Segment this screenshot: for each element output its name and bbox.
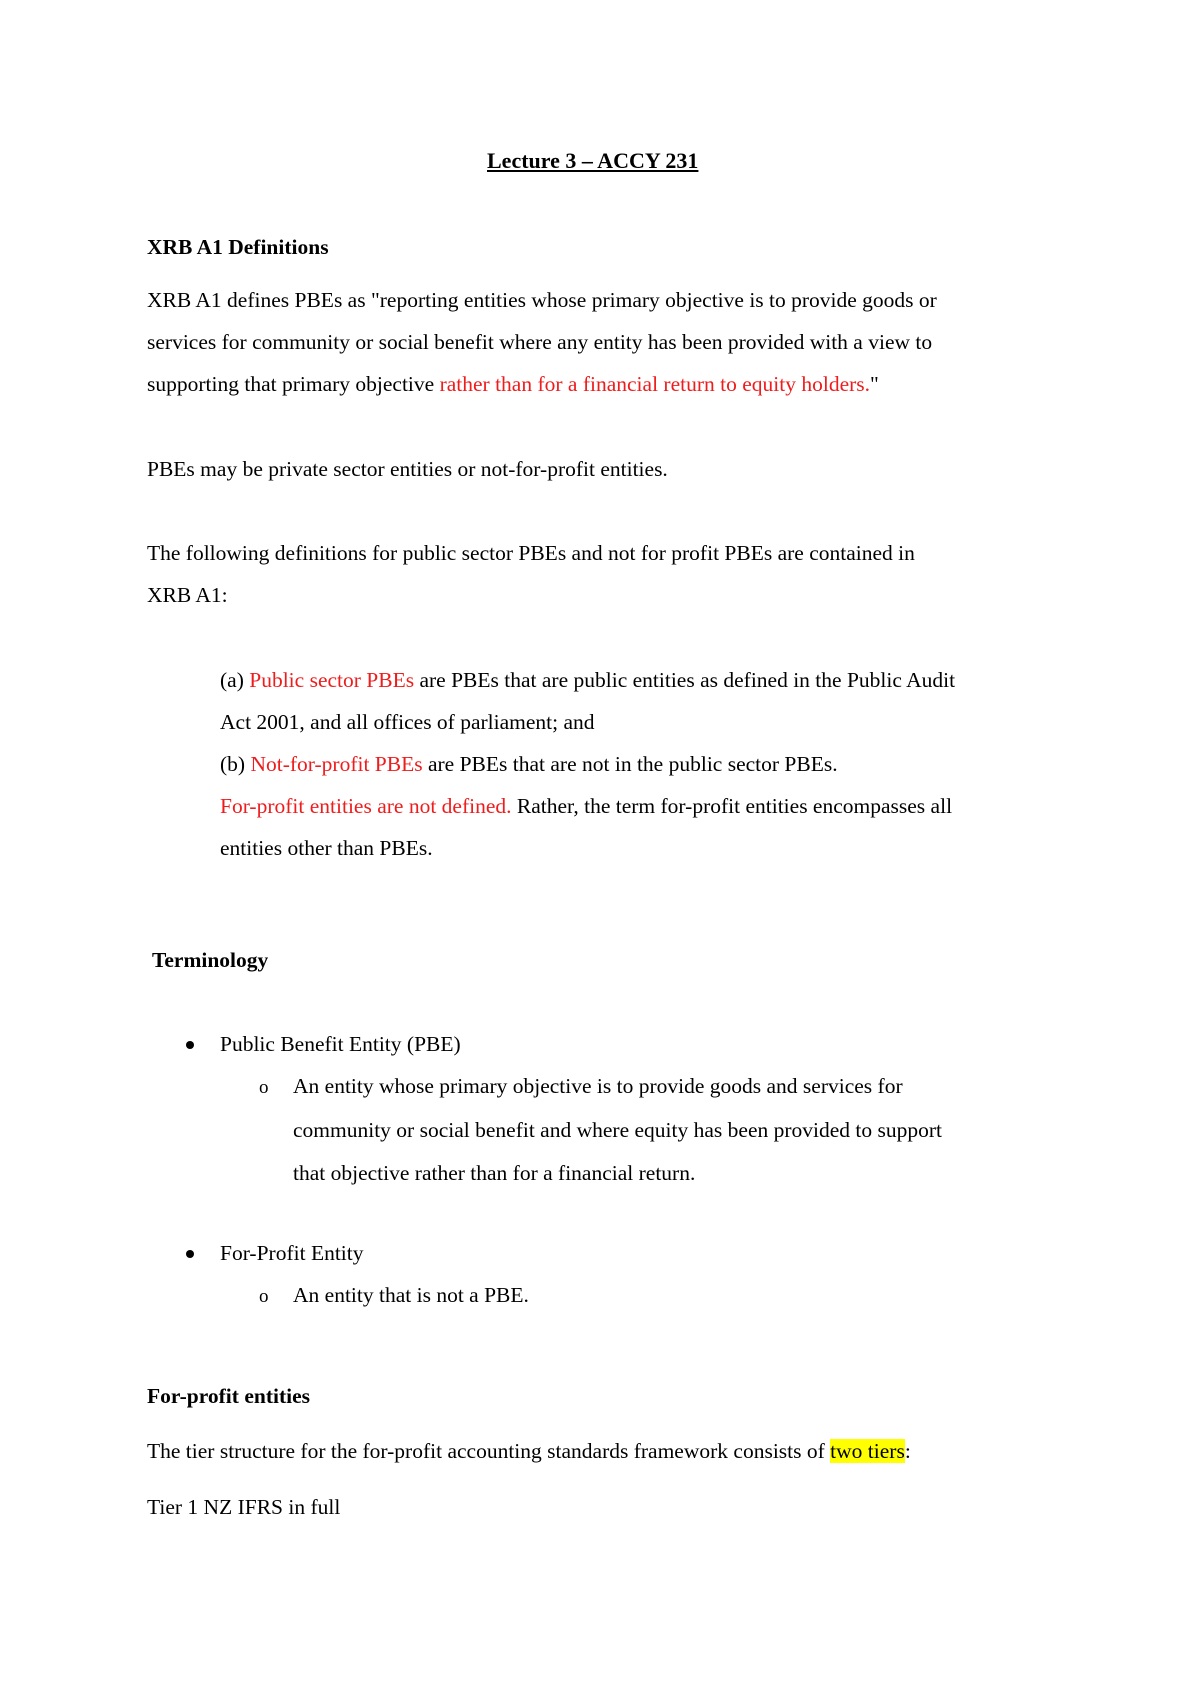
section-heading-xrb-definitions: XRB A1 Definitions: [147, 235, 329, 259]
emphasis-text: Public sector PBEs: [249, 668, 415, 692]
bullet-dot-icon: [186, 1041, 194, 1049]
term-label-for-profit: For-Profit Entity: [220, 1241, 364, 1265]
text-span: The tier structure for the for-profit accounting standards framework consists of: [147, 1439, 831, 1463]
highlighted-text: two tiers: [830, 1439, 905, 1463]
paragraph: PBEs may be private sector entities or not-for-profit entities.: [147, 457, 668, 481]
definition-note-line2: entities other than PBEs.: [220, 836, 433, 860]
paragraph-line: XRB A1 defines PBEs as "reporting entities whose primary objective is to provide goods or: [147, 288, 937, 312]
section-heading-for-profit: For-profit entities: [147, 1384, 310, 1408]
emphasis-text: Not-for-profit PBEs: [250, 752, 423, 776]
term-definition-line: community or social benefit and where equity has been provided to support: [293, 1118, 943, 1142]
paragraph-line: The following definitions for public sector PBEs and not for profit PBEs are contained in: [147, 541, 915, 565]
paragraph: Tier 1 NZ IFRS in full: [147, 1495, 341, 1519]
definition-note: [220, 796, 952, 818]
term-definition-line: An entity whose primary objective is to provide goods and services for: [293, 1074, 903, 1098]
paragraph-line: services for community or social benefit where any entity has been provided with a view to: [147, 330, 933, 354]
text-span: supporting that primary objective: [147, 372, 440, 396]
paragraph-line: XRB A1:: [147, 583, 228, 607]
text-span: are PBEs that are not in the public sector PBEs.: [422, 752, 838, 776]
definition-item-b: [220, 754, 838, 776]
definition-item-a: [220, 670, 955, 692]
emphasis-text: rather than for a financial return to equity holders.: [439, 372, 871, 396]
bullet-circle-icon: o: [259, 1286, 269, 1307]
paragraph-line: [147, 374, 879, 396]
term-definition-line: that objective rather than for a financial return.: [293, 1161, 696, 1185]
emphasis-text: For-profit entities are not defined.: [220, 794, 512, 818]
text-span: :: [904, 1439, 911, 1463]
section-heading-terminology: Terminology: [152, 948, 269, 972]
text-span: Rather, the term for-profit entities encompasses all: [511, 794, 953, 818]
term-label-pbe: Public Benefit Entity (PBE): [220, 1032, 461, 1056]
definition-item-a-line2: Act 2001, and all offices of parliament; and: [220, 710, 595, 734]
paragraph: [147, 1441, 911, 1463]
bullet-circle-icon: o: [259, 1077, 269, 1098]
term-definition-line: An entity that is not a PBE.: [293, 1283, 529, 1307]
page-title: Lecture 3 – ACCY 231: [487, 148, 699, 173]
text-span: are PBEs that are public entities as defined in the Public Audit: [414, 668, 956, 692]
bullet-dot-icon: [186, 1250, 194, 1258]
text-span: (a): [220, 668, 250, 692]
text-span: ": [870, 372, 879, 396]
text-span: (b): [220, 752, 251, 776]
